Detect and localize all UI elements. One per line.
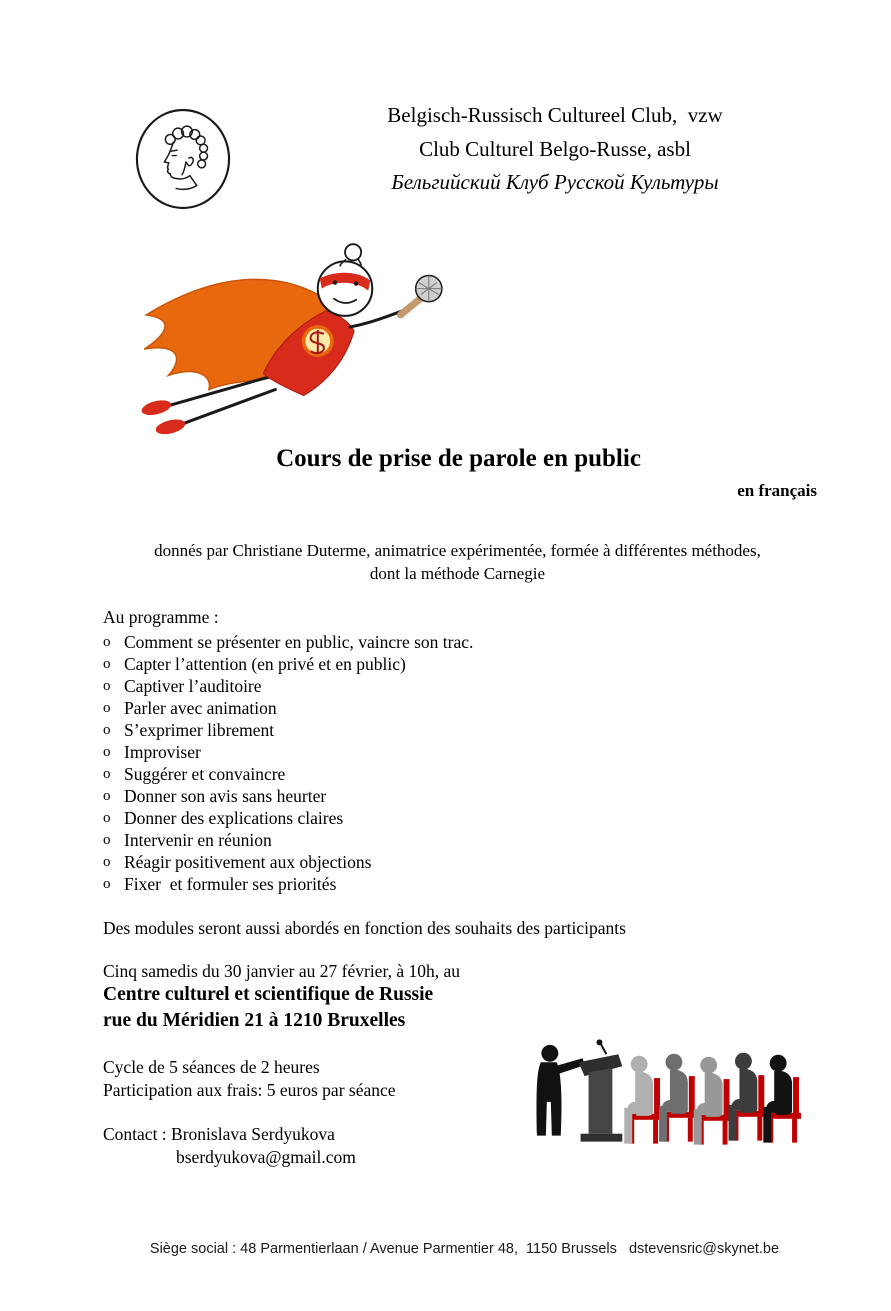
footer-address: Siège social : 48 Parmentierlaan / Avenue Parmentier 48, 1150 Brussels dstevensric@skynet.be (149, 1241, 780, 1257)
venue-name: Centre culturel et scientifique de Russie (103, 984, 434, 1005)
modules-note: Des modules seront aussi abordés en fonction des souhaits des participants (103, 918, 626, 938)
program-item-text: Intervenir en réunion (124, 830, 272, 850)
audience-member (729, 1053, 767, 1141)
bullet-marker: o (103, 700, 111, 716)
program-heading: Au programme : (103, 607, 219, 627)
instructor-intro (0, 539, 891, 585)
superhero-illustration (116, 226, 454, 440)
club-name-dutch: Belgisch-Russisch Cultureel Club, vzw (387, 103, 723, 127)
program-item (103, 873, 473, 895)
program-list (103, 631, 473, 895)
program-item (103, 807, 473, 829)
bullet-marker: o (103, 788, 111, 804)
program-item (103, 631, 473, 653)
program-item-text: Donner des explications claires (124, 808, 344, 828)
podium (579, 1039, 623, 1141)
contact-email: bserdyukova@gmail.com (176, 1147, 356, 1167)
bullet-marker: o (103, 678, 111, 694)
bullet-marker: o (103, 810, 111, 826)
speaker-audience-illustration (527, 1036, 801, 1148)
intro-line-2: dont la méthode Carnegie (369, 564, 546, 583)
speaker-audience-icon (527, 1036, 801, 1148)
program-item-text: S’exprimer librement (124, 720, 275, 740)
program-item-text: Comment se présenter en public, vaincre son trac. (124, 632, 474, 652)
program-item (103, 763, 473, 785)
program-item (103, 697, 473, 719)
program-item-text: Fixer et formuler ses priorités (124, 874, 337, 894)
bullet-marker: o (103, 854, 111, 870)
page-title: Cours de prise de parole en public (276, 445, 641, 472)
bullet-marker: o (103, 656, 111, 672)
superhero-speaker-icon (116, 226, 454, 440)
program-item (103, 719, 473, 741)
bullet-marker: o (103, 876, 111, 892)
club-name-french: Club Culturel Belgo-Russe, asbl (419, 136, 691, 161)
program-item (103, 785, 473, 807)
audience-member (694, 1057, 732, 1145)
pushkin-profile-icon (134, 106, 232, 212)
program-item-text: Improviser (124, 742, 201, 762)
program-item-text: Réagir positivement aux objections (124, 852, 372, 872)
program-item (103, 851, 473, 873)
speaker-silhouette (537, 1045, 585, 1136)
fee-info: Participation aux frais: 5 euros par séance (103, 1080, 396, 1100)
program-item-text: Donner son avis sans heurter (124, 786, 327, 806)
program-item (103, 653, 473, 675)
language-note: en français (737, 481, 817, 500)
program-item-text: Captiver l’auditoire (124, 676, 262, 696)
program-item (103, 829, 473, 851)
program-item (103, 741, 473, 763)
bullet-marker: o (103, 634, 111, 650)
bullet-marker: o (103, 722, 111, 738)
program-item-text: Suggérer et convaincre (124, 764, 286, 784)
schedule-dates: Cinq samedis du 30 janvier au 27 février, à 10h, au (103, 961, 460, 981)
program-item (103, 675, 473, 697)
club-name-russian: Бельгийский Клуб Русской Культуры (391, 170, 719, 194)
venue-address: rue du Méridien 21 à 1210 Bruxelles (103, 1010, 406, 1031)
audience-member (763, 1055, 801, 1143)
contact-name: Contact : Bronislava Serdyukova (103, 1124, 335, 1144)
program-item-text: Parler avec animation (124, 698, 277, 718)
bullet-marker: o (103, 832, 111, 848)
intro-line-1: donnés par Christiane Duterme, animatrice expérimentée, formée à différentes méthodes, (154, 541, 761, 560)
cycle-info: Cycle de 5 séances de 2 heures (103, 1057, 320, 1077)
program-item-text: Capter l’attention (en privé et en public) (124, 654, 406, 674)
club-logo (134, 106, 232, 212)
audience-member (659, 1054, 697, 1142)
club-header (230, 99, 880, 200)
audience-member (624, 1056, 662, 1144)
bullet-marker: o (103, 766, 111, 782)
bullet-marker: o (103, 744, 111, 760)
